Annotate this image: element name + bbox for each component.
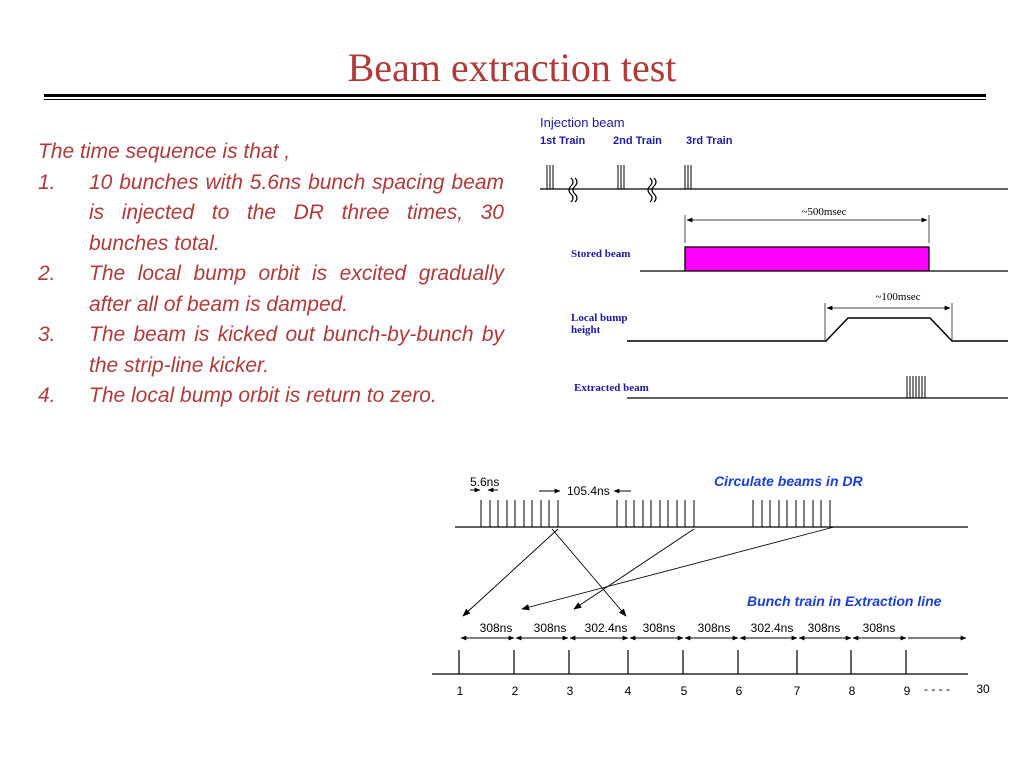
bunch-number: 2 [511,684,519,698]
step-number: 2. [38,262,56,285]
extracted-pulses [907,376,925,398]
train-label-1: 1st Train [540,135,586,147]
interval-label: 308ns [479,621,513,635]
stored-beam-pulse [685,247,929,271]
bunch-number: 8 [848,684,856,698]
time-break-icon [569,178,656,202]
step-text: The local bump orbit is excited gradually after all of beam is damped. [89,262,504,316]
bump-label-line2: height [571,324,601,336]
bunch-number: 5 [680,684,688,698]
interval-label: 308ns [697,621,731,635]
sequence-intro: The time sequence is that , [38,140,291,163]
interval-label: 308ns [807,621,841,635]
slide-title: Beam extraction test [347,45,677,90]
interval-label: 308ns [533,621,567,635]
interval-label: 308ns [862,621,896,635]
interval-label: 302.4ns [750,621,794,635]
step-text: The local bump orbit is return to zero. [89,384,437,407]
step-number: 4. [38,384,56,407]
step-text: 10 bunches with 5.6ns bunch spacing beam is injected to the DR three times, 30 bunches total. [89,170,504,255]
bunch-number: 3 [566,684,574,698]
step-number: 3. [38,323,56,346]
dr-title: Circulate beams in DR [714,473,863,489]
stored-beam-label: Stored beam [571,248,631,260]
step-text: The beam is kicked out bunch-by-bunch by the strip-line kicker. [89,323,504,377]
extraction-bunches [459,650,906,674]
bunch-number: 4 [624,684,632,698]
injection-beam-label: Injection beam [540,115,625,130]
interval-label: 302.4ns [584,621,628,635]
timing-diagram [540,115,1008,398]
continuation-dashes: - - - - [924,682,950,696]
duration-500-label: ~500msec [801,206,847,218]
dr-bunches [481,500,830,527]
train-label-3: 3rd Train [686,135,733,147]
bump-waveform [627,318,1008,341]
duration-100-label: ~100msec [875,291,921,303]
extraction-title: Bunch train in Extraction line [747,593,942,609]
train-label-2: 2nd Train [613,135,662,147]
bunch-gap-label: 105.4ns [567,484,610,498]
extracted-beam-label: Extracted beam [574,382,649,394]
bunch-diagram [432,473,990,698]
bunch-number: 1 [456,684,464,698]
last-bunch-number: 30 [976,682,990,696]
interval-label: 308ns [642,621,676,635]
bunch-number: 7 [793,684,801,698]
bump-label-line1: Local bump [571,312,628,324]
injection-pulses [547,165,691,189]
bunch-spacing-label: 5.6ns [470,475,500,489]
bunch-number: 6 [735,684,743,698]
bunch-number: 9 [903,684,911,698]
step-number: 1. [38,170,56,194]
